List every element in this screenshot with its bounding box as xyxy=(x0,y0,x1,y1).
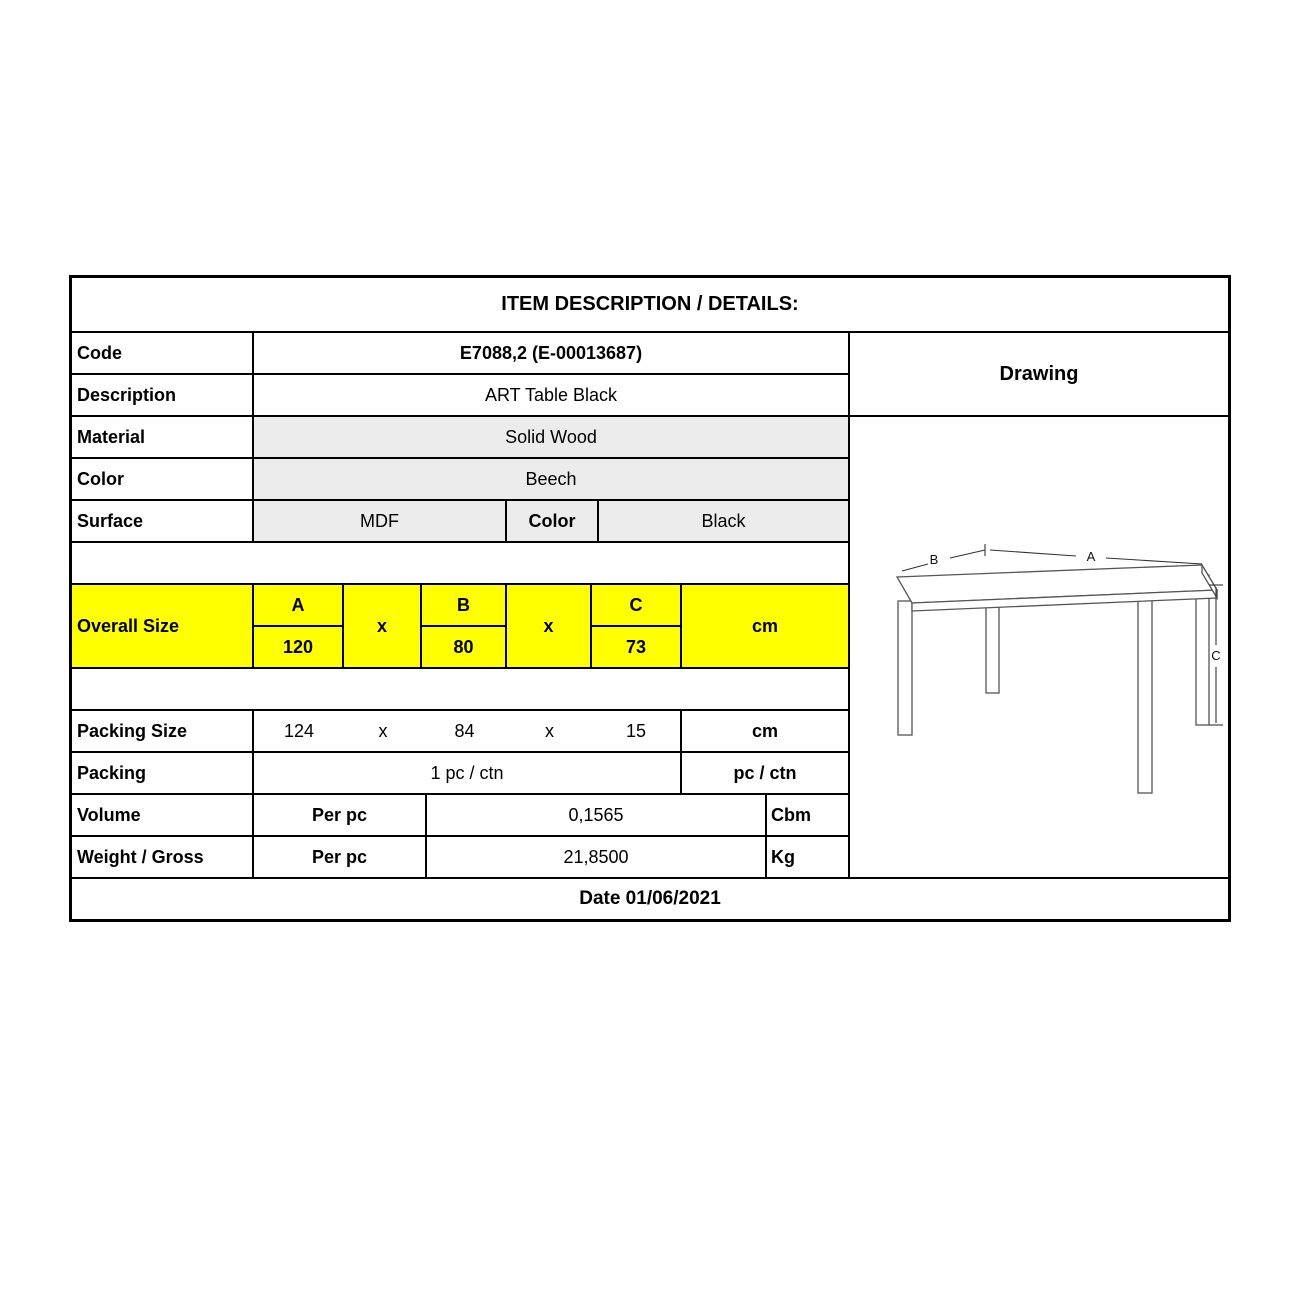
row-volume xyxy=(72,795,848,837)
spacer-row xyxy=(72,543,848,585)
dim-b-label: B xyxy=(929,552,939,567)
surface-label: Surface xyxy=(72,501,254,541)
material-value: Solid Wood xyxy=(254,417,848,457)
overall-size-x2: x xyxy=(507,585,592,667)
overall-size-c-header: C xyxy=(592,585,680,627)
row-surface xyxy=(72,501,848,543)
packing-size-x1: x xyxy=(378,720,388,741)
packing-size-a: 124 xyxy=(283,720,315,741)
row-weight-gross xyxy=(72,837,848,877)
drawing-area xyxy=(850,417,1228,877)
color-value: Beech xyxy=(254,459,848,499)
sheet-body xyxy=(72,333,1228,877)
weight-basis: Per pc xyxy=(254,837,427,877)
row-packing xyxy=(72,753,848,795)
table-leg-front-right xyxy=(1138,597,1152,793)
packing-size-unit: cm xyxy=(751,720,778,741)
overall-size-col-a xyxy=(254,585,344,667)
packing-label: Packing xyxy=(72,753,254,793)
surface-color-value: Black xyxy=(599,501,848,541)
overall-size-a-value: 120 xyxy=(282,636,314,657)
volume-label: Volume xyxy=(72,795,254,835)
date-footer: Date 01/06/2021 xyxy=(72,877,1228,919)
spacer-row xyxy=(72,669,848,711)
overall-size-label: Overall Size xyxy=(72,585,254,667)
weight-unit: Kg xyxy=(771,846,795,867)
packing-size-x2: x xyxy=(545,720,554,741)
row-color xyxy=(72,459,848,501)
row-code xyxy=(72,333,848,375)
row-packing-size xyxy=(72,711,848,753)
packing-size-b: 84 xyxy=(454,720,475,741)
overall-size-b-value: 80 xyxy=(453,636,474,657)
table-leg-back-left xyxy=(986,605,999,693)
overall-size-a-header: A xyxy=(254,585,342,627)
row-overall-size xyxy=(72,585,848,669)
volume-value: 0,1565 xyxy=(427,795,767,835)
surface-value: MDF xyxy=(254,501,507,541)
packing-unit: pc / ctn xyxy=(733,762,797,783)
packing-size-label: Packing Size xyxy=(72,711,254,751)
surface-color-label: Color xyxy=(507,501,599,541)
overall-size-col-b xyxy=(422,585,507,667)
spec-sheet xyxy=(69,275,1231,922)
color-label: Color xyxy=(72,459,254,499)
volume-unit: Cbm xyxy=(771,804,811,825)
packing-size-c: 15 xyxy=(592,711,682,751)
overall-size-col-c xyxy=(592,585,682,667)
weight-label: Weight / Gross xyxy=(72,837,254,877)
row-material xyxy=(72,417,848,459)
drawing-panel xyxy=(850,333,1228,877)
description-label: Description xyxy=(72,375,254,415)
overall-size-b-header: B xyxy=(422,585,505,627)
overall-size-unit: cm xyxy=(751,615,778,636)
description-value: ART Table Black xyxy=(484,384,618,405)
row-description xyxy=(72,375,848,417)
dim-c-label: C xyxy=(1211,648,1221,663)
table-drawing-icon xyxy=(850,417,1228,877)
sheet-title: ITEM DESCRIPTION / DETAILS: xyxy=(72,278,1228,333)
dim-a-label: A xyxy=(1086,549,1096,564)
packing-value: 1 pc / ctn xyxy=(254,753,682,793)
overall-size-x1: x xyxy=(344,585,422,667)
code-value: E7088,2 (E-00013687) xyxy=(459,342,643,363)
overall-size-c-value: 73 xyxy=(625,636,647,657)
weight-value: 21,8500 xyxy=(427,837,767,877)
code-label: Code xyxy=(72,333,254,373)
material-label: Material xyxy=(72,417,254,457)
drawing-header: Drawing xyxy=(850,333,1228,417)
table-leg-front-left xyxy=(898,601,912,735)
spec-table xyxy=(72,333,850,877)
volume-basis: Per pc xyxy=(254,795,427,835)
